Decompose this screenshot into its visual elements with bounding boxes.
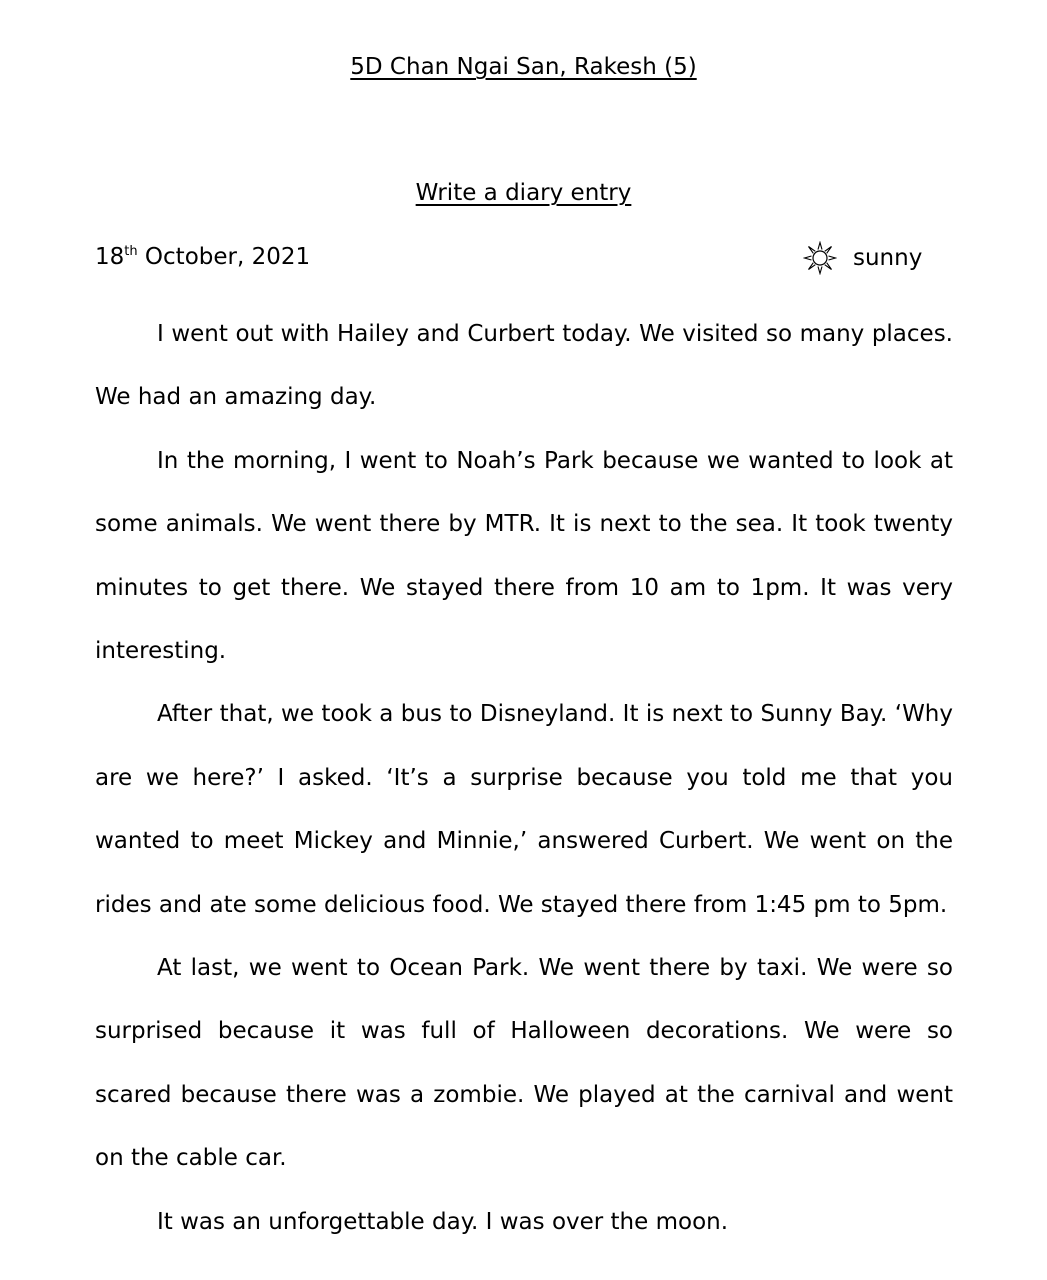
date-weather-row [95, 241, 955, 273]
paragraph: At last, we went to Ocean Park. We went there by taxi. We were so surprised because it was full of Halloween decorations. We were so scared because there was a zombie. We played at the carnival and went on the cable car. [95, 955, 953, 1172]
entry-date [95, 241, 310, 273]
date-month-year: October, 2021 [137, 244, 311, 270]
paragraph: I went out with Hailey and Curbert today. We visited so many places. We had an amazing day. [95, 321, 953, 411]
paragraph: After that, we took a bus to Disneyland. It is next to Sunny Bay. ‘Why are we here?’ I asked. ‘It’s a surprise because you told me that you wanted to meet Mickey and Minnie,’ answered Curbert. We went on the rides and ate some delicious food. We stayed there from 1:45 pm to 5pm. [95, 701, 953, 918]
weather-label: sunny [853, 245, 923, 271]
diary-body [95, 303, 953, 1254]
paragraph: It was an unforgettable day. I was over the moon. [157, 1208, 729, 1235]
author-heading: 5D Chan Ngai San, Rakesh (5) [350, 54, 697, 80]
date-day: 18 [95, 244, 125, 270]
sun-icon [803, 241, 837, 275]
page-title: Write a diary entry [415, 180, 632, 206]
weather [803, 241, 922, 275]
date-suffix: th [124, 244, 138, 259]
paragraph: In the morning, I went to Noah’s Park because we wanted to look at some animals. We went there by MTR. It is next to the sea. It took twenty minutes to get there. We stayed there from 10 am to 1pm. It was very interesting. [95, 447, 953, 665]
